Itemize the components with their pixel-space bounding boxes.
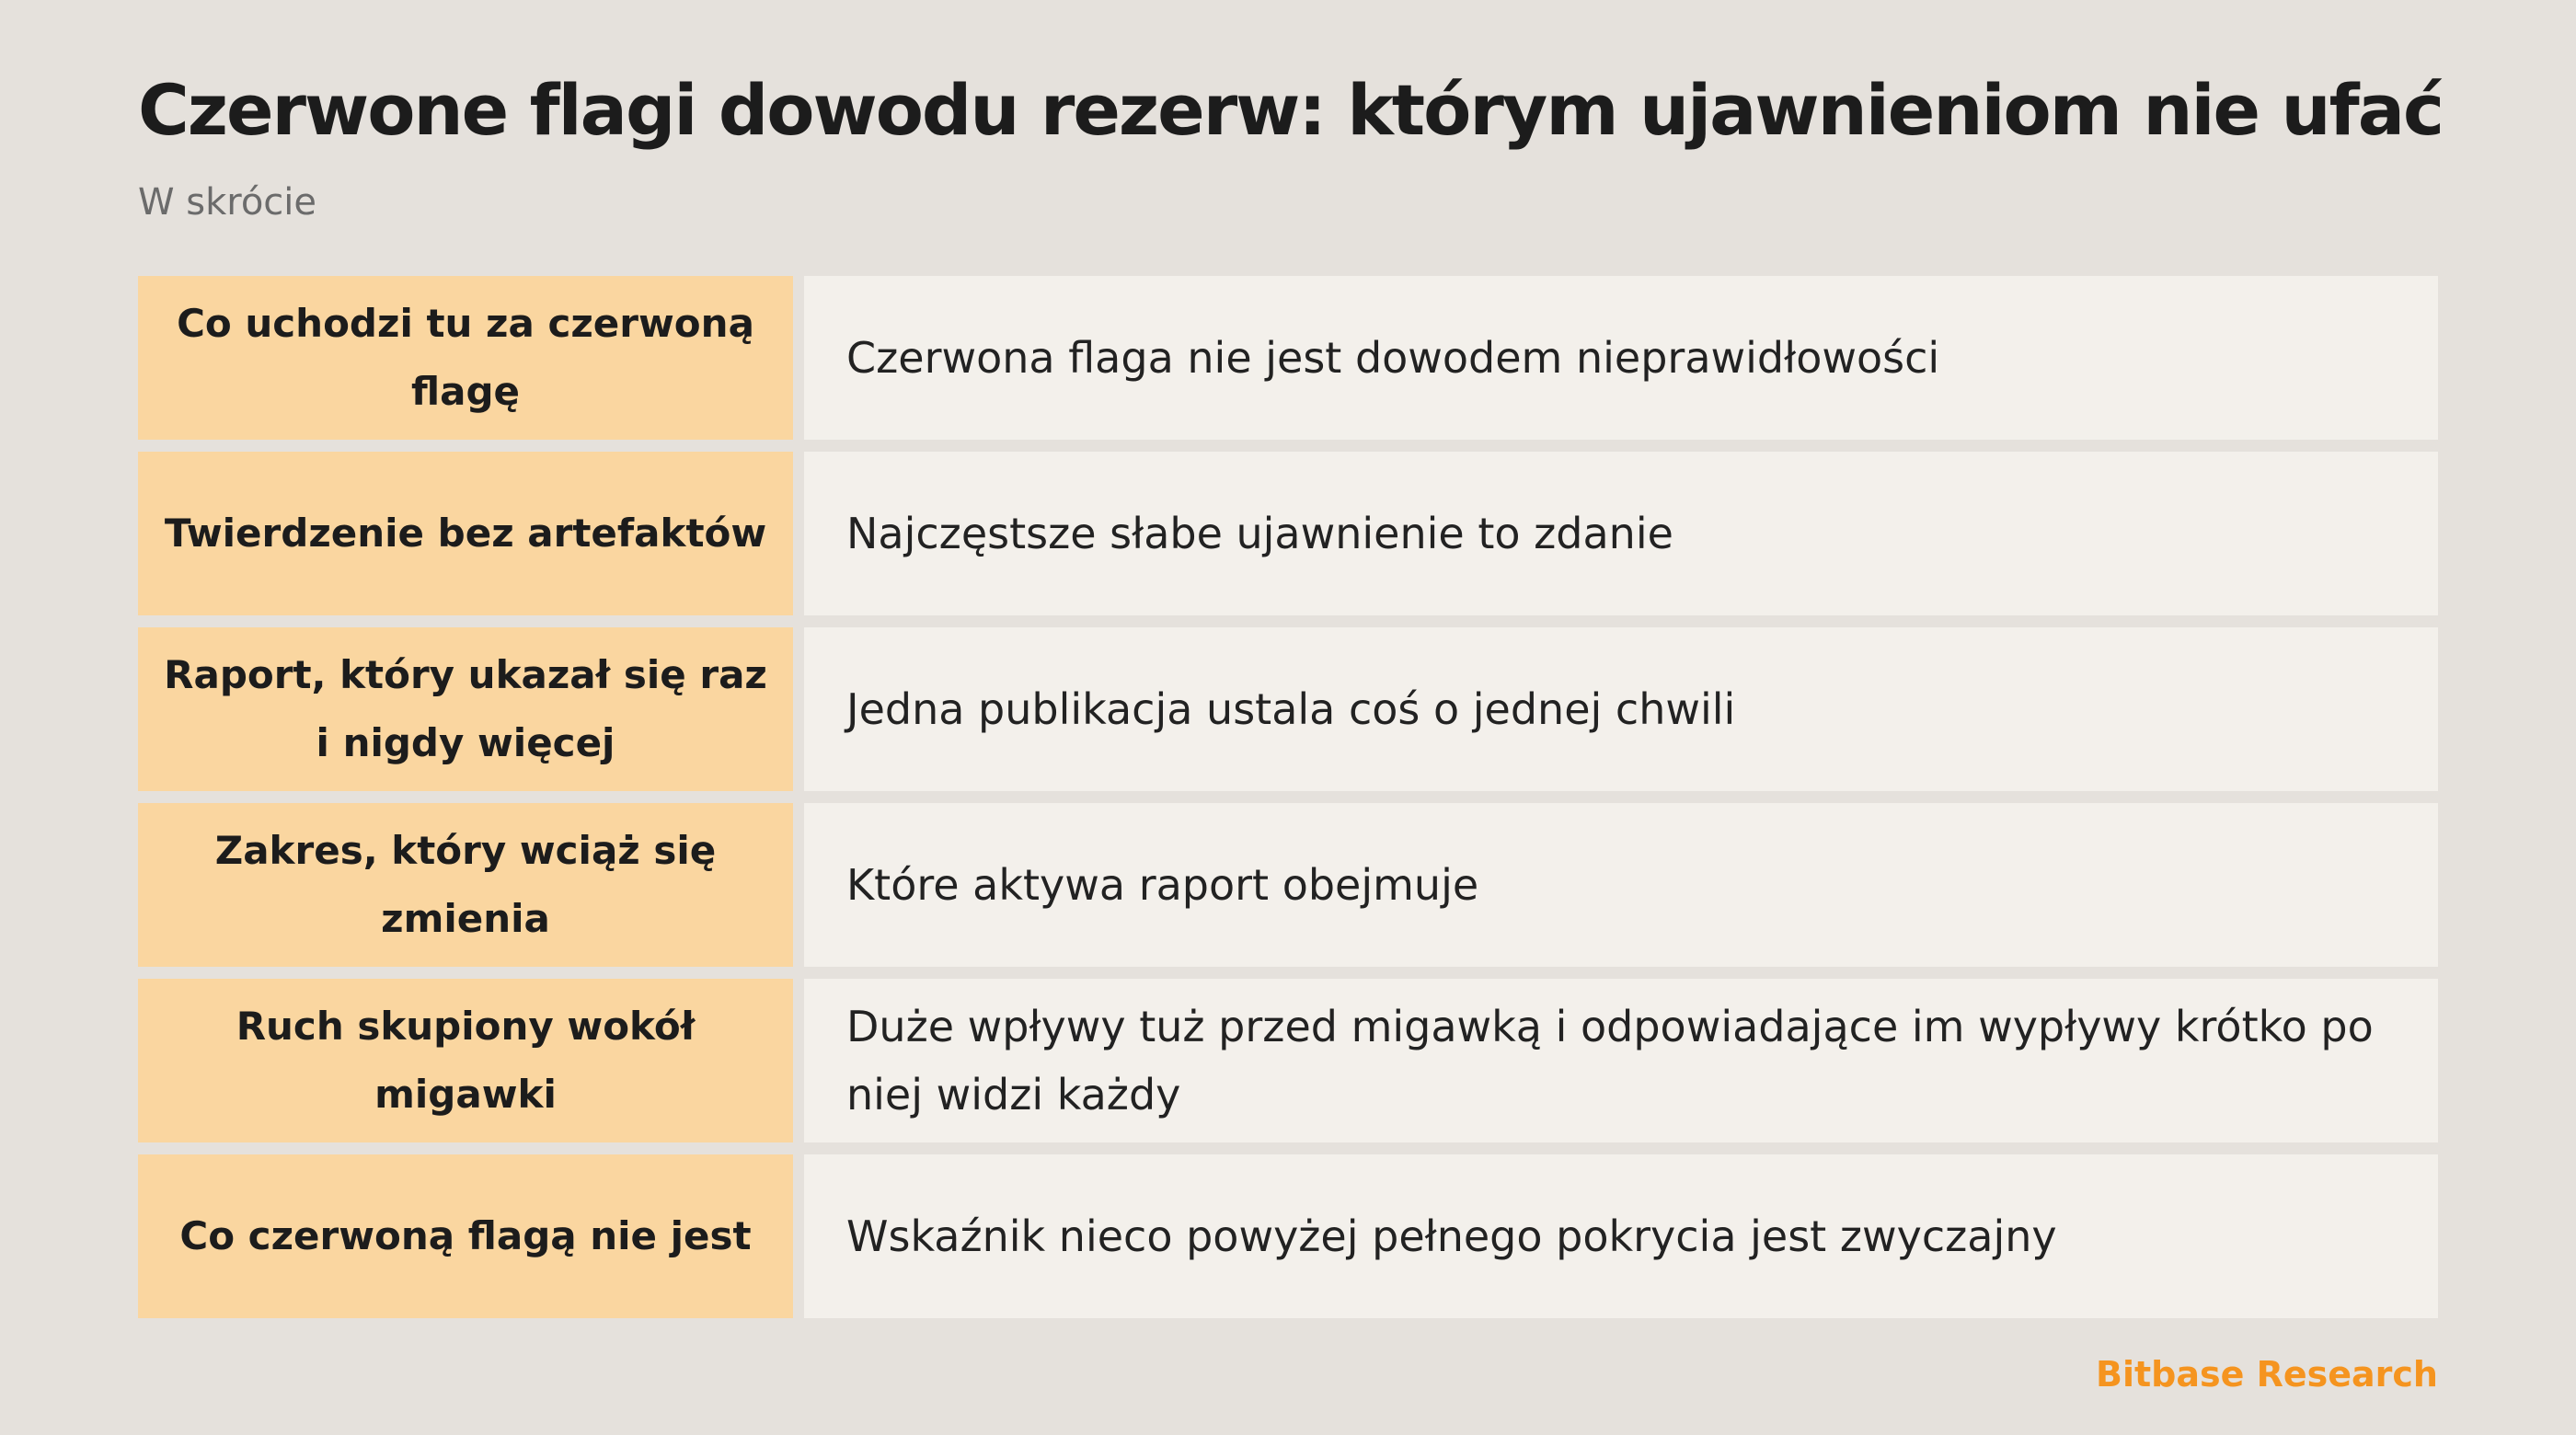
table-row (138, 452, 2438, 615)
page-title: Czerwone flagi dowodu rezerw: którym ujawnieniom nie ufać (138, 69, 2444, 151)
table-row (138, 276, 2438, 440)
row-value: Wskaźnik nieco powyżej pełnego pokrycia jest zwyczajny (804, 1154, 2438, 1318)
row-label: Ruch skupiony wokół migawki (138, 979, 793, 1142)
page-subtitle: W skrócie (138, 181, 317, 224)
row-label: Zakres, który wciąż się zmienia (138, 803, 793, 967)
row-value: Jedna publikacja ustala coś o jednej chwili (804, 627, 2438, 791)
row-label: Co czerwoną flagą nie jest (138, 1154, 793, 1318)
row-label: Twierdzenie bez artefaktów (138, 452, 793, 615)
row-label: Raport, który ukazał się raz i nigdy więcej (138, 627, 793, 791)
summary-table (138, 276, 2438, 1330)
row-label: Co uchodzi tu za czerwoną flagę (138, 276, 793, 440)
row-value: Które aktywa raport obejmuje (804, 803, 2438, 967)
row-value: Duże wpływy tuż przed migawką i odpowiadające im wypływy krótko po niej widzi każdy (804, 979, 2438, 1142)
row-value: Czerwona flaga nie jest dowodem nieprawidłowości (804, 276, 2438, 440)
table-row (138, 1154, 2438, 1318)
table-row (138, 627, 2438, 791)
table-row (138, 803, 2438, 967)
table-row (138, 979, 2438, 1142)
row-value: Najczęstsze słabe ujawnienie to zdanie (804, 452, 2438, 615)
brand-footer: Bitbase Research (2095, 1354, 2438, 1395)
